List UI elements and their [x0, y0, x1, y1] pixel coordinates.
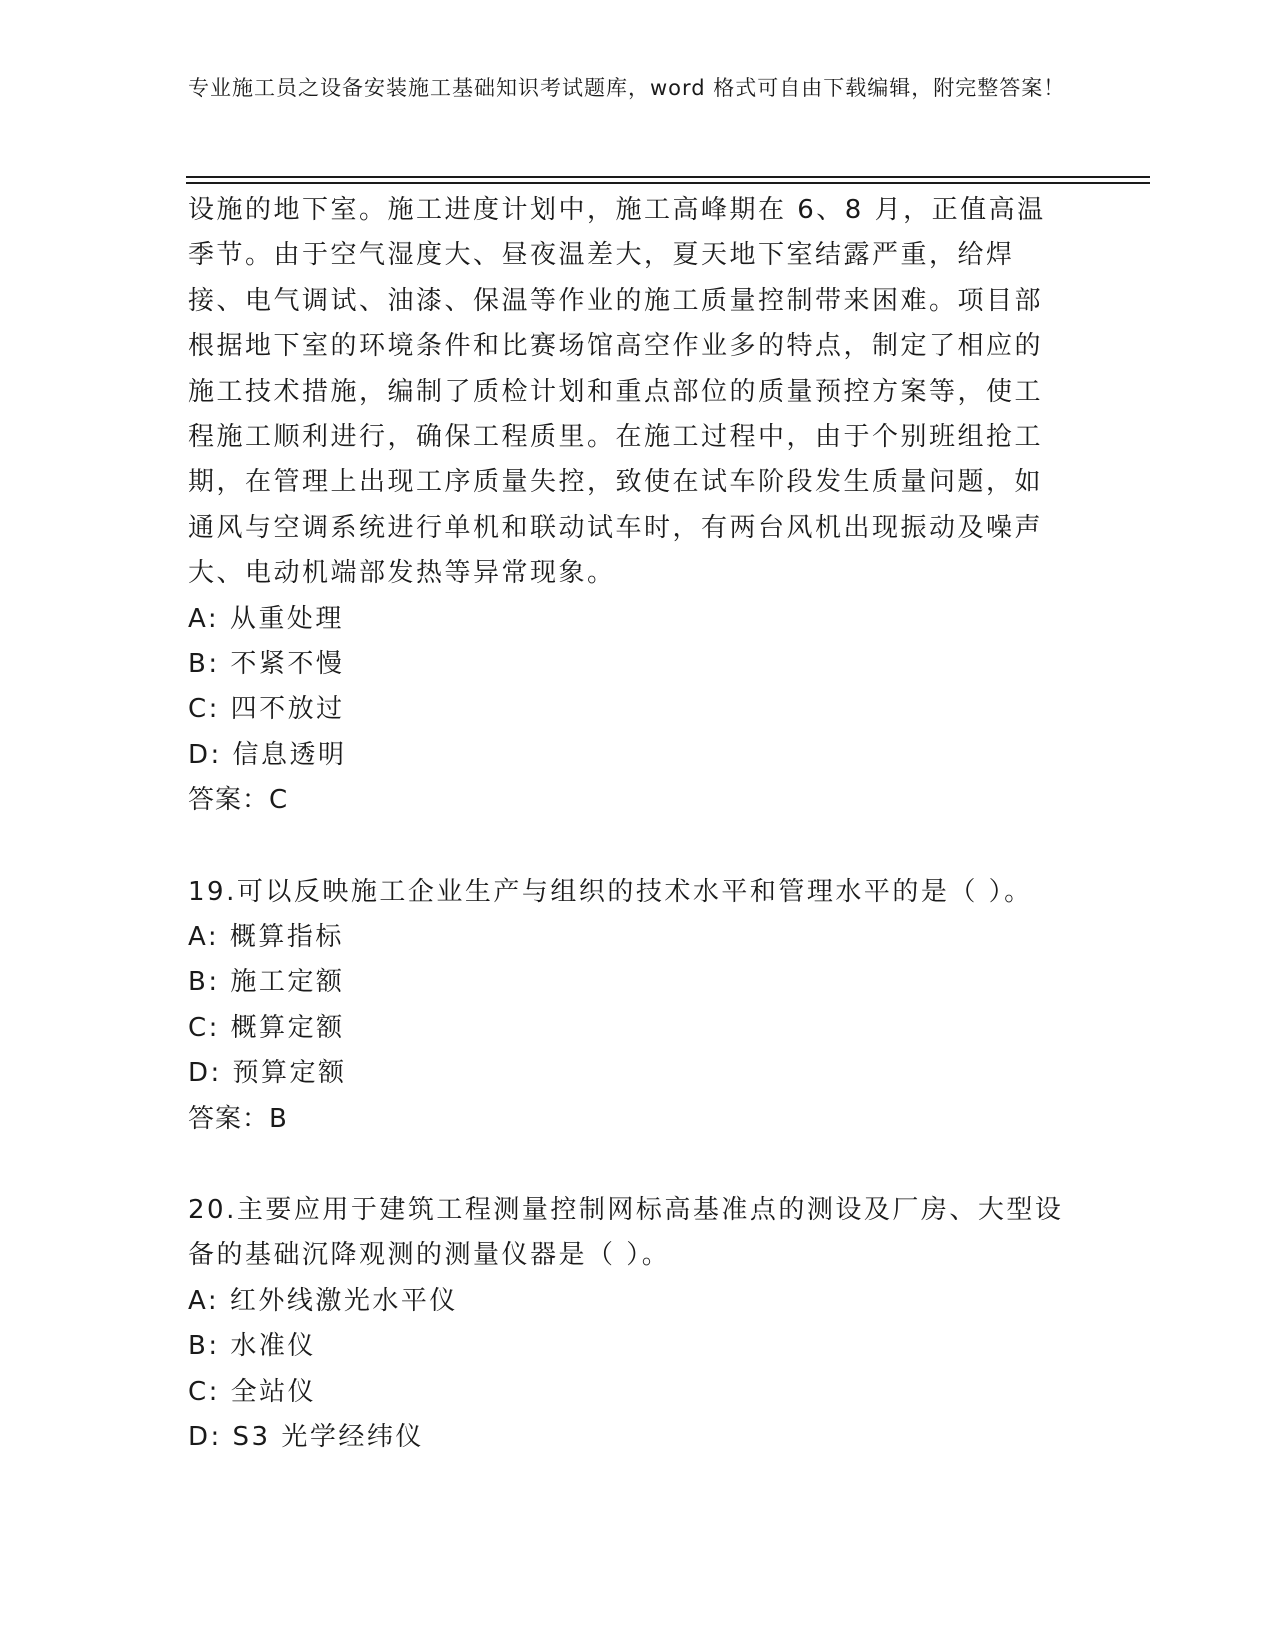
answer: 答案：C [188, 785, 289, 816]
question-18 [188, 188, 1068, 824]
option-c: C: 全站仪 [188, 1376, 317, 1407]
option-c: C: 四不放过 [188, 694, 345, 725]
option-a: A: 红外线激光水平仪 [188, 1285, 458, 1316]
option-d: D: 预算定额 [188, 1058, 347, 1089]
question-20 [188, 1188, 1068, 1460]
option-b: B: 不紧不慢 [188, 649, 345, 680]
option-b: B: 水准仪 [188, 1331, 316, 1362]
answer: 答案：B [188, 1103, 288, 1134]
header-rule-top [186, 176, 1150, 178]
page-header: 专业施工员之设备安装施工基础知识考试题库，word 格式可自由下载编辑，附完整答案！ [188, 76, 1066, 100]
question-content [188, 188, 1068, 1460]
question-19 [188, 870, 1068, 1142]
question-text: 设施的地下室。施工进度计划中，施工高峰期在 6、8 月，正值高温季节。由于空气湿度大、昼夜温差大，夏天地下室结露严重，给焊接、电气调试、油漆、保温等作业的施工质量控制带来困难。项目部根据地下室的环境条件和比赛场馆高空作业多的特点，制定了相应的施工技术措施，编制了质检计划和重点部位的质量预控方案等，使工程施工顺利进行，确保工程质里。在施工过程中，由于个别班组抢工期，在管理上出现工序质量失控，致使在试车阶段发生质量问题，如通风与空调系统进行单机和联动试车时，有两台风机出现振动及噪声大、电动机端部发热等异常现象。 [188, 195, 1046, 589]
option-d: D: S3 光学经纬仪 [188, 1421, 424, 1452]
question-text: 19.可以反映施工企业生产与组织的技术水平和管理水平的是（ ）。 [188, 876, 1033, 907]
option-a: A: 从重处理 [188, 603, 344, 634]
option-a: A: 概算指标 [188, 922, 344, 953]
option-b: B: 施工定额 [188, 967, 345, 998]
option-c: C: 概算定额 [188, 1012, 345, 1043]
question-text: 20.主要应用于建筑工程测量控制网标高基准点的测设及厂房、大型设备的基础沉降观测的测量仪器是（ ）。 [188, 1194, 1064, 1271]
option-d: D: 信息透明 [188, 739, 347, 770]
header-rule-bottom [186, 182, 1150, 184]
